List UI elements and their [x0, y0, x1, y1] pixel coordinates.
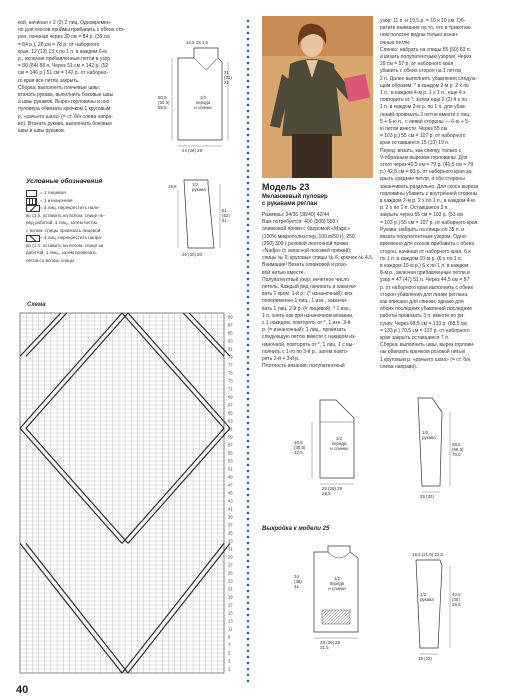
legend-title: Условные обозначения: [26, 178, 103, 185]
legend-symbol-icon: [26, 235, 40, 242]
right-text-line: вязать полупатентным узором. Одно-: [380, 234, 468, 241]
left-text-line: р., включая прибавленные петли в узор: [18, 56, 111, 63]
right-text-line: слева направо).: [380, 363, 418, 370]
mid-sleeve-label: 1/2 рукава: [422, 430, 436, 440]
row-number: 7: [228, 642, 231, 648]
right-text-line: закрыть через 55 см = 103 р. (53 см: [380, 212, 463, 219]
right-text-line: временно для скосов прибавить с обеих: [380, 241, 475, 248]
middle-text-block: [262, 212, 374, 370]
row-number: 59: [228, 434, 233, 440]
right-text-line: края закрыть оставшиеся 7 п.: [380, 334, 450, 341]
row-number: 23: [228, 578, 233, 584]
right-text-line: заканчивать раздельно. Для скоса выреза: [380, 183, 479, 190]
mid-sketch-label: 1/2 переда и спинки: [330, 436, 348, 451]
row-number: 45: [228, 490, 233, 496]
left-text-line: см = 146 р.) 51 см = 142 р. от наборно-: [18, 70, 108, 77]
right-text-line: ном полотне видны только изнан-: [380, 32, 459, 39]
left-text-block: [18, 20, 158, 135]
sleeve-dim-bottom: 26 (30) 30: [182, 252, 203, 257]
row-number: 29: [228, 554, 233, 560]
row-number: 85: [228, 330, 233, 336]
left-text-line: швы и швы рукавов.: [18, 128, 66, 135]
row-number: 37: [228, 522, 233, 528]
p25-body-dim-bottom: 28 (29) 29 31,5: [320, 640, 341, 650]
row-number: 71: [228, 386, 233, 392]
right-text-line: лений провязать 3 петли вместе с лиц.: [380, 111, 471, 118]
sketch-front-back-middle: [292, 392, 382, 502]
left-text-line: = 84 р.), 28 см = 78 р. от наборного: [18, 41, 100, 48]
row-number: 35: [228, 530, 233, 536]
row-number: 3: [228, 658, 231, 664]
right-text-line: 1 круговым р. «рачьего шага» (= ст. б/н: [380, 356, 471, 363]
row-number: 73: [228, 378, 233, 384]
p25-sleeve-label: 1/2 рукава: [420, 592, 434, 602]
row-number: 75: [228, 370, 233, 376]
left-text-line: втачать рукава, выполнить боковые швы: [18, 92, 114, 99]
middle-text-line: вать 1 лиц. 2-й р. (= лицевой): * 1 изн.,: [262, 305, 352, 312]
page-number: 40: [16, 684, 29, 696]
right-text-line: = 103 р.) 55 см = 107 р. от наборного края.: [380, 219, 479, 226]
left-text-line: р. «рачьего шага» (= ст. б/н слева напра-: [18, 113, 113, 120]
right-text-line: 1 п., в каждом 4-м р. 1 x 1 п., еще 4 x: [380, 90, 466, 97]
right-text-block: [380, 18, 498, 371]
p25-sleeve-dim-right: 40,5 (40) 39,5: [452, 592, 461, 607]
row-number: 1: [228, 666, 231, 672]
row-number: 49: [228, 474, 233, 480]
middle-text-line: вой нитью вместе.: [262, 269, 305, 276]
row-number: 81: [228, 346, 233, 352]
pattern-25-body: [292, 540, 382, 660]
p25-sleeve-dim-top: 19,5 (21,5) 22,5: [412, 552, 444, 557]
right-text-line: крыть средние петли, а обе стороны: [380, 176, 465, 183]
sketch-label: 1/2 переда и спинки: [194, 95, 212, 110]
legend-item: ред работой, 1 лиц., затем петлю: [26, 220, 98, 225]
row-number: 83: [228, 338, 233, 344]
row-number: 47: [228, 482, 233, 488]
row-number: 79: [228, 354, 233, 360]
right-text-line: 5 + 6-ю п., с левой стороны — 6-ю + 5-: [380, 118, 470, 125]
row-number: 21: [228, 586, 233, 592]
left-text-line: но для скосов проймы прибавить с обеих сто-: [18, 27, 125, 34]
left-text-line: го края все петли закрыть.: [18, 77, 80, 84]
legend-symbol-icon: [26, 205, 40, 212]
right-text-line: 8-м р., включая прибавленные петли в: [380, 270, 470, 277]
middle-text-line: Плотность вязания, полупатентный: [262, 363, 345, 370]
sketch-dim-top: 12,5 15 1,5: [186, 40, 208, 45]
right-text-line: 1 п. в каждом 2-м р. по 1 п. для убав-: [380, 104, 467, 111]
left-text-line: = 80 (84) 88 п. Через 51 см = 142 р. (52: [18, 63, 109, 70]
middle-text-line: наночной, повторять от *, 1 лиц. 1 с вы-: [262, 341, 355, 348]
p25-body-label: 1/2 переда и спинки: [328, 576, 346, 591]
left-text-line: рон, начиная через 30 см = 84 р. (39 см: [18, 34, 110, 41]
column-divider: [246, 18, 250, 683]
legend-symbol-icon: [26, 190, 37, 197]
row-number: 41: [228, 506, 233, 512]
middle-text-line: Внимание! Вязать оливковой и розо-: [262, 262, 348, 269]
right-text-line: р. 2 x по 1 п. Оставшиеся 3 п.: [380, 205, 449, 212]
sketch-sleeve-middle: [392, 392, 472, 502]
model-title: Модель 23: [262, 182, 310, 192]
row-number: 11: [228, 626, 233, 632]
right-text-line: в каждом 2-м р. 2 x по 1 п., в каждом 4-м: [380, 198, 475, 205]
sleeve-dim-left: 19,8: [168, 184, 177, 189]
right-text-line: узор: 11 п. и 19,5 р. = 10 x 10 см. Об-: [380, 18, 466, 24]
middle-text-line: рять 2-й + 3-й р.: [262, 356, 300, 363]
middle-text-line: (250) 300 г розовой ленточной пряжи: [262, 240, 349, 247]
middle-text-line: с 1 накидом, повторять от *, 1 изн. 3-й: [262, 320, 351, 327]
row-number: 53: [228, 458, 233, 464]
row-number: 15: [228, 610, 233, 616]
right-text-line: по 1 п. в каждом 10-м р. (6 x по 1 п.: [380, 255, 463, 262]
sleeve-label: 1/2 рукава: [192, 182, 206, 192]
legend-item: во (1 п. оставить на вспом. спице пе-: [26, 212, 105, 218]
sketch-dim-bottom: 24 (26) 28: [182, 148, 203, 153]
right-text-line: края оставшиеся 15 (19) 19 п.: [380, 140, 450, 147]
legend-item: = 1 лицевая: [40, 190, 66, 195]
row-number: 13: [228, 618, 233, 624]
right-text-line: 2 п. Далее выполнить убавления следую-: [380, 75, 477, 82]
right-text-line: = 103 р.) 55 см = 107 р. от наборного: [380, 133, 466, 140]
right-text-line: р. от наборного края выполнить с обеих: [380, 284, 474, 291]
right-text-line: Спинка: набрать на спицы 55 (59) 63 п.: [380, 46, 471, 53]
left-text-line: пуловера обвязать крючком 1 круговым: [18, 106, 111, 113]
sketch-sleeve-left: [168, 170, 238, 265]
middle-text-line: «Nadja» (с запасной похожей пряжей);: [262, 248, 352, 255]
legend-item: петли со вспом. спицы: [26, 257, 75, 263]
pattern-25-sleeve: [392, 552, 472, 672]
right-text-line: щим образом: * в каждом 2-м р. 2 x по: [380, 82, 469, 89]
middle-text-line: следующую петлю вместе с накидом из-: [262, 334, 357, 341]
right-text-line: этого через 40,5 см = 79 р. (40,5 см = 79: [380, 162, 474, 169]
left-text-line: и швы рукавов. Вырез горловины и низ: [18, 99, 110, 106]
row-number: 19: [228, 594, 233, 600]
left-text-line: кой, начиная с 2 (3) 2 лиц. Одновремен-: [18, 20, 112, 26]
row-number: 65: [228, 410, 233, 416]
model-subtitle-1: Меланжевый пуловер: [262, 194, 328, 200]
right-text-line: р.) 42,5 см = 83 р. от наборного края за-: [380, 169, 473, 176]
row-number: 67: [228, 402, 233, 408]
right-text-line: Рукава: набрать на спицы по 35 п. и: [380, 226, 465, 233]
legend-symbol-icon: [26, 198, 37, 205]
pattern-label: Выкройка к модели 25: [262, 526, 330, 532]
right-text-line: обоих последних убавлений последние: [380, 306, 472, 313]
middle-text-line: оливковой пряжи с бахромой «Magic»: [262, 226, 351, 233]
right-text-line: узор = 47 (47) 51 п. Через 44,5 см = 87: [380, 277, 470, 284]
middle-text-line: петель. Каждый ряд начинать и заканчи-: [262, 284, 357, 291]
right-text-line: ны обвязать крючком розовой нитью: [380, 349, 466, 356]
legend-item: работой, 1 лиц., затем провязать: [26, 250, 97, 255]
row-number: 51: [228, 466, 233, 472]
mid-sleeve-dim-bottom: 35 (32): [420, 494, 434, 499]
legend-item: = 4 лиц. перекрестить напра-: [40, 235, 103, 240]
row-number: 9: [228, 634, 231, 640]
model-subtitle-2: с рукавами реглан: [262, 201, 318, 207]
right-text-line: работы провязать 3 п. вместе по ри-: [380, 313, 465, 320]
model-photo: [262, 16, 373, 178]
mid-sketch-dim-bottom: 29 (29) 29 28,5: [322, 486, 343, 496]
row-number: 25: [228, 570, 233, 576]
middle-text-line: Вам потребуется: 400 (500) 550 г: [262, 219, 339, 226]
row-number: 77: [228, 362, 233, 368]
mid-sleeve-dim-right: 68,5 (68,5) 70,5: [452, 442, 464, 457]
p25-sleeve-dim-bottom: 19 (22): [418, 656, 432, 661]
left-text-line: края, 12 (13) 13 x по 1 п. в каждом 6-м: [18, 48, 107, 55]
sketch-dim-right: 21 (21) 22: [224, 70, 232, 85]
row-number: 87: [228, 322, 233, 328]
row-number: 5: [228, 650, 231, 656]
right-text-line: и вязать полупатентным узором. Через: [380, 54, 472, 61]
right-text-line: горловины убавить с внутренней стороны: [380, 190, 478, 197]
p25-body-dim-left: 34 (38) 41: [294, 574, 302, 589]
middle-text-line: Полупатентный узор: нечетное число: [262, 276, 349, 283]
sleeve-dim-right: 51 (52) 51: [222, 208, 230, 223]
schema-title: Схема: [27, 302, 46, 308]
row-number: 31: [228, 546, 233, 552]
middle-text-line: 1 п. снять как при изнаночном вязании,: [262, 312, 354, 319]
row-number: 39: [228, 514, 233, 520]
row-number: 63: [228, 418, 233, 424]
middle-text-line: (100% микрополиэстер, 100 м/50 г); 250: [262, 233, 355, 240]
row-number: 61: [228, 426, 233, 432]
right-text-line: V-образным вырезом горловины. Для: [380, 154, 468, 161]
left-text-line: во). Втачать рукава, выполнить боковые: [18, 120, 113, 127]
legend: [26, 190, 166, 280]
mid-sketch-dim-left: 40,5 (40,5) 42,5: [294, 440, 306, 455]
right-text-line: = 133 р.) 70,5 см = 137 р. от наборного: [380, 327, 470, 334]
right-text-line: Перед: вязать, как спинку, только с: [380, 147, 462, 154]
right-text-line: сунку. Через 68,5 см = 133 р. (68,5 см: [380, 320, 467, 327]
right-text-line: ю петли вместе. Через 55 см: [380, 126, 447, 133]
right-text-line: ратите внимание на то, что в трикотаж-: [380, 25, 472, 32]
legend-item: = 4 лиц. перекрестить нале-: [40, 205, 101, 210]
row-number: 27: [228, 562, 233, 568]
middle-text-line: попеременно 1 лиц., 1 изн., заканчи-: [262, 298, 348, 305]
right-text-line: сторон, начиная от наборного края, 6 x: [380, 248, 471, 255]
right-text-line: Сборка: выполнить швы, вырез горлови-: [380, 342, 475, 349]
row-number: 33: [228, 538, 233, 544]
right-text-line: повторить от *, затем еще 2 (2) 4 x по: [380, 97, 468, 104]
row-number: 43: [228, 498, 233, 504]
middle-text-line: спицы № 6; круговые спицы № 6; крючок № 4,5.: [262, 255, 374, 262]
right-text-line: очные петли.: [380, 39, 411, 46]
right-text-line: в каждом 10-м р.) 6 x по 1 п. в каждом: [380, 262, 469, 269]
knitting-chart: [18, 307, 246, 679]
middle-text-line: полнить с 1-го по 3-й р., затем повто-: [262, 348, 349, 355]
sketch-dim-left: 50,5 (50,5) 55,5: [158, 95, 170, 110]
row-number: 89: [228, 314, 233, 320]
legend-item: во (1 п. оставить на вспом. спице за: [26, 242, 104, 248]
middle-text-line: р. (= изнаночный): 1 лиц., провязать: [262, 327, 347, 334]
legend-item: с вспом. спицы провязать лицевой: [26, 227, 101, 233]
row-number: 55: [228, 450, 233, 456]
right-text-line: убавить с обеих сторон на 1 петлю: [380, 68, 462, 75]
row-number: 57: [228, 442, 233, 448]
left-text-line: Сборка: выполнить плечевые швы;: [18, 84, 100, 91]
sketch-front-back-left: [158, 40, 238, 160]
middle-text-line: вать 1 кром. 1-й р.: (* изнаночный): вяз.: [262, 291, 354, 298]
middle-text-line: Размеры: 34/36 (38/40) 42/44: [262, 212, 330, 218]
right-text-line: сторон убавления для линии реглана,: [380, 291, 469, 298]
row-number: 17: [228, 602, 233, 608]
legend-item: = 1 изнаночная: [40, 197, 73, 203]
row-number: 69: [228, 394, 233, 400]
right-text-line: как описано для спинки, однако для: [380, 298, 464, 305]
right-text-line: 29 см = 57 р. от наборного края: [380, 61, 454, 68]
